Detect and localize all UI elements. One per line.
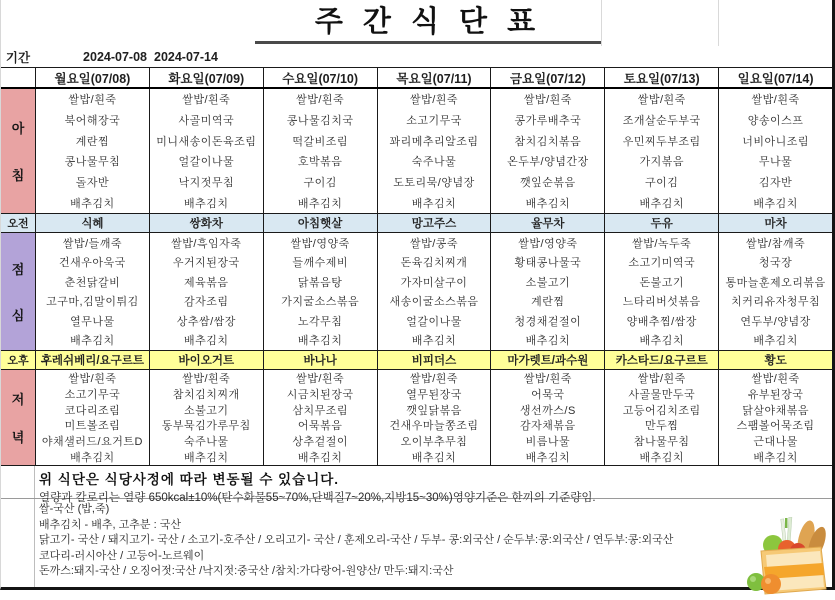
menu-item: 가지굴소스볶음	[281, 296, 360, 309]
afternoon-snack-cell-5: 카스타드/요구르트	[604, 351, 718, 369]
menu-item: 콩가루배추국	[514, 115, 582, 127]
menu-item: 배추김치	[753, 335, 798, 348]
menu-item: 배추김치	[184, 197, 229, 210]
afternoon-snack-cell-1: 바이오거트	[149, 351, 263, 369]
menu-item: 쌀밥/들깨죽	[62, 237, 123, 250]
menu-item: 도토리묵/양념장	[393, 177, 475, 190]
menu-item: 쌀밥/흰죽	[409, 94, 459, 107]
day-header-0: 월요일(07/08)	[35, 68, 149, 87]
title-row	[1, 0, 832, 46]
menu-item: 건새우마늘쫑조림	[389, 420, 479, 433]
menu-item: 낙지젓무침	[178, 177, 235, 190]
lunch-cell-6	[718, 233, 832, 350]
menu-item: 쌀밥/흰죽	[182, 372, 231, 385]
menu-item: 돌자반	[75, 177, 110, 190]
period-label: 기간	[5, 50, 31, 65]
afternoon-snack-cell-3: 비피더스	[377, 351, 491, 369]
afternoon-snack-cell-6: 황도	[718, 351, 832, 369]
menu-item: 쌀밥/흰죽	[523, 372, 572, 385]
dinner-cell-4	[490, 370, 604, 465]
breakfast-cell-6	[718, 89, 832, 213]
menu-item: 가지볶음	[639, 156, 684, 169]
footer-origins-block	[1, 498, 832, 587]
day-header-2: 수요일(07/10)	[263, 68, 377, 87]
row-label-lunch: 점 심	[1, 233, 35, 350]
morning-snack-cell-1: 쌍화차	[149, 214, 263, 232]
menu-item: 쌀밥/흑임자죽	[171, 237, 242, 250]
menu-item: 참나물무침	[633, 436, 690, 449]
menu-item: 얼갈이나물	[406, 315, 462, 328]
gridline	[718, 0, 719, 46]
menu-item: 쌀밥/흰죽	[68, 372, 117, 385]
menu-item: 너비아니조림	[742, 135, 809, 148]
menu-item: 배추김치	[297, 452, 343, 465]
menu-item: 쌀밥/녹두죽	[632, 237, 692, 250]
lunch-cell-1	[149, 233, 263, 350]
row-label-dinner: 저 녁	[1, 370, 35, 465]
notice-content	[35, 466, 832, 504]
menu-item: 배추김치	[184, 452, 229, 465]
footer-notice-block	[1, 466, 832, 504]
menu-item: 삼치무조림	[292, 404, 348, 417]
menu-table	[1, 67, 832, 466]
menu-item: 쌀밥/흰죽	[637, 94, 686, 107]
origin-line-3: 코다리-러시아산 / 고등어-노르웨이	[39, 549, 205, 562]
menu-item: 구이김	[303, 177, 337, 190]
menu-item: 콩나물김치국	[286, 115, 354, 127]
row-lunch	[1, 233, 832, 351]
morning-snack-cell-6: 마차	[718, 214, 832, 232]
menu-item: 새송이굴소스볶음	[389, 296, 479, 309]
menu-item: 생선까스/S	[519, 404, 576, 417]
menu-item: 떡갈비조림	[292, 135, 348, 148]
row-label-breakfast: 아 침	[1, 89, 35, 213]
menu-item: 감자채볶음	[520, 420, 576, 433]
menu-item: 춘천닭갈비	[64, 276, 121, 289]
row-label-afternoon-snack: 오후	[7, 355, 29, 367]
menu-item: 황태콩나물국	[514, 257, 582, 270]
menu-item: 쌀밥/흰죽	[182, 94, 231, 107]
menu-item: 소고기미역국	[628, 257, 696, 270]
afternoon-snack-cell-2: 바나나	[263, 351, 377, 369]
dinner-cell-2	[263, 370, 377, 465]
menu-item: 비름나물	[525, 436, 571, 449]
menu-item: 무나물	[758, 156, 793, 169]
menu-item: 제육볶음	[184, 276, 229, 289]
day-header-5: 토요일(07/13)	[604, 68, 718, 87]
menu-item: 돈불고기	[639, 276, 684, 289]
row-morning-snack	[1, 214, 832, 233]
menu-item: 연두부/양념장	[740, 315, 811, 328]
menu-item: 동부묵김가루무침	[161, 420, 251, 433]
menu-item: 구이김	[645, 177, 679, 190]
menu-item: 소고기무국	[64, 388, 121, 401]
period-start-date: 2024-07-08	[83, 49, 147, 64]
menu-item: 배추김치	[639, 197, 684, 210]
menu-item: 들깨수제비	[292, 257, 348, 270]
period-end-date: 2024-07-14	[154, 49, 218, 64]
menu-item: 배추김치	[297, 197, 343, 210]
menu-item: 쌀밥/흰죽	[751, 372, 800, 385]
menu-item: 쌀밥/흰죽	[523, 94, 572, 107]
menu-item: 숙주나물	[411, 156, 457, 169]
menu-item: 배추김치	[753, 197, 798, 210]
menu-item: 쌀밥/흰죽	[409, 372, 459, 385]
menu-item: 고등어김치조림	[622, 404, 701, 417]
menu-item: 배추김치	[525, 452, 571, 465]
menu-item: 배추김치	[70, 452, 115, 465]
menu-item: 조개살순두부국	[622, 115, 701, 127]
dinner-cell-0	[35, 370, 149, 465]
menu-item: 계란찜	[531, 296, 565, 309]
dinner-cell-5	[604, 370, 718, 465]
menu-item: 배추김치	[297, 335, 343, 348]
menu-item: 가자미살구이	[400, 276, 468, 289]
menu-item: 소불고기	[184, 404, 229, 417]
lunch-cell-0	[35, 233, 149, 350]
breakfast-cell-3	[377, 89, 491, 213]
menu-item: 숙주나물	[184, 436, 229, 449]
dinner-cell-1	[149, 370, 263, 465]
menu-item: 배추김치	[639, 452, 684, 465]
lunch-cell-5	[604, 233, 718, 350]
corner-cell	[1, 68, 35, 87]
day-header-6: 일요일(07/14)	[718, 68, 832, 87]
menu-item: 오이부추무침	[400, 436, 468, 449]
menu-item: 참치김치볶음	[514, 135, 582, 148]
menu-item: 양배추찜/쌈장	[626, 315, 697, 328]
page-title: 주 간 식 단 표	[255, 2, 601, 44]
menu-item: 쌀밥/흰죽	[68, 94, 117, 107]
menu-item: 배추김치	[525, 197, 571, 210]
left-strip	[1, 499, 35, 587]
breakfast-cell-2	[263, 89, 377, 213]
row-afternoon-snack	[1, 351, 832, 370]
menu-item: 치커리유자청무침	[731, 296, 821, 309]
afternoon-snack-cell-4: 마가렛트/과수원	[490, 351, 604, 369]
breakfast-cell-0	[35, 89, 149, 213]
menu-item: 근대나물	[753, 436, 798, 449]
menu-item: 북어해장국	[64, 115, 121, 127]
menu-item: 야채샐러드/요거트D	[41, 436, 143, 449]
menu-item: 쌀밥/흰죽	[637, 372, 686, 385]
lunch-cell-4	[490, 233, 604, 350]
day-header-4: 금요일(07/12)	[490, 68, 604, 87]
menu-item: 코다리조림	[64, 404, 121, 417]
dinner-cell-6	[718, 370, 832, 465]
menu-item: 닭살야채볶음	[742, 404, 809, 417]
menu-item: 배추김치	[70, 335, 115, 348]
menu-item: 쌀밥/콩죽	[409, 237, 459, 250]
origins-content	[35, 499, 832, 587]
morning-snack-cell-5: 두유	[604, 214, 718, 232]
row-breakfast	[1, 89, 832, 214]
menu-item: 양송이스프	[747, 115, 804, 127]
menu-item: 미니새송이돈육조림	[156, 135, 257, 148]
menu-item: 배추김치	[411, 452, 457, 465]
menu-item: 만두찜	[645, 420, 679, 433]
menu-item: 고구마,김말이튀김	[46, 296, 139, 309]
menu-item: 우거지된장국	[172, 257, 240, 270]
menu-item: 배추김치	[70, 197, 115, 210]
origin-line-2: 닭고기- 국산 / 돼지고기- 국산 / 소고기-호주산 / 오리고기- 국산 / 훈제오리-국산 / 두부- 콩:외국산 / 순두부:콩:외국산 / 연두부:콩:외국산	[39, 534, 674, 546]
breakfast-cell-1	[149, 89, 263, 213]
breakfast-cell-5	[604, 89, 718, 213]
morning-snack-cell-2: 아침햇살	[263, 214, 377, 232]
afternoon-snack-cell-0: 후레쉬베리/요구르트	[35, 351, 149, 369]
day-header-1: 화요일(07/09)	[149, 68, 263, 87]
menu-item: 콩나물무침	[64, 156, 121, 169]
menu-item: 배추김치	[753, 452, 798, 465]
menu-change-notice: 위 식단은 식당사정에 따라 변동될 수 있습니다.	[39, 472, 340, 487]
menu-item: 호박볶음	[297, 156, 343, 169]
period-row	[1, 46, 832, 67]
menu-item: 쌀밥/흰죽	[296, 372, 345, 385]
menu-item: 쌀밥/영양죽	[518, 237, 578, 250]
menu-item: 느타리버섯볶음	[622, 296, 701, 309]
menu-item: 돈육김치찌개	[400, 257, 468, 270]
origin-line-0: 쌀-국산 (밥,죽)	[39, 503, 110, 515]
menu-item: 깻잎순볶음	[520, 177, 576, 190]
menu-item: 소불고기	[525, 276, 571, 289]
menu-item: 청국장	[758, 257, 793, 270]
menu-item: 감자조림	[184, 296, 229, 309]
menu-item: 꽈리메추리알조림	[389, 135, 479, 148]
menu-item: 계란찜	[75, 135, 110, 148]
menu-item: 건새우아욱국	[59, 257, 126, 270]
morning-snack-cell-3: 망고주스	[377, 214, 491, 232]
menu-item: 쌀밥/흰죽	[751, 94, 800, 107]
menu-item: 스팸볼어묵조림	[736, 420, 815, 433]
menu-item: 김자반	[758, 177, 793, 190]
nutrition-info: 열량과 칼로리는 열량 650kcal±10%(탄수화물55~70%,단백질7~20%,지방15~30%)영양기준은 한끼의 기준량임.	[39, 492, 596, 504]
lunch-cell-2	[263, 233, 377, 350]
menu-item: 온두부/양념간장	[507, 156, 589, 169]
menu-item: 쌀밥/흰죽	[296, 94, 345, 107]
menu-item: 청경채겉절이	[514, 315, 582, 328]
menu-item: 열무된장국	[406, 388, 462, 401]
menu-item: 시금치된장국	[286, 388, 354, 401]
menu-item: 어묵볶음	[297, 420, 343, 433]
origin-line-1: 배추김치 - 배추, 고추분 : 국산	[39, 518, 181, 531]
menu-item: 닭볶음탕	[297, 276, 343, 289]
menu-item: 배추김치	[639, 335, 684, 348]
grocery-bag-icon	[742, 517, 832, 595]
lunch-cell-3	[377, 233, 491, 350]
menu-item: 얼갈이나물	[178, 156, 235, 169]
menu-item: 통마늘훈제오리볶음	[725, 276, 826, 289]
menu-item: 쌀밥/영양죽	[290, 237, 350, 250]
menu-item: 우민찌두부조림	[622, 135, 701, 148]
menu-item: 사골물만두국	[628, 388, 696, 401]
origin-line-4: 돈까스:돼지-국산 / 오징어젓:국산 /낙지젓:중국산 /참치:가다랑어-원양산/ 만두:돼지:국산	[39, 565, 454, 577]
day-header-row	[1, 67, 832, 89]
day-header-3: 목요일(07/11)	[377, 68, 491, 87]
left-strip	[1, 466, 35, 498]
row-dinner	[1, 370, 832, 466]
menu-item: 배추김치	[184, 335, 229, 348]
row-label-morning-snack: 오전	[7, 218, 29, 230]
menu-item: 소고기무국	[406, 115, 462, 127]
morning-snack-cell-0: 식혜	[35, 214, 149, 232]
menu-item: 쌀밥/참깨죽	[745, 237, 806, 250]
menu-item: 배추김치	[525, 335, 571, 348]
menu-item: 깻잎닭볶음	[406, 404, 462, 417]
menu-item: 열무나물	[70, 315, 115, 328]
menu-item: 참치김치찌개	[172, 388, 240, 401]
menu-item: 어묵국	[531, 388, 565, 401]
menu-item: 배추김치	[411, 197, 457, 210]
menu-item: 사골미역국	[178, 115, 235, 127]
menu-item: 상추겉절이	[292, 436, 348, 449]
dinner-cell-3	[377, 370, 491, 465]
gridline	[601, 0, 602, 46]
breakfast-cell-4	[490, 89, 604, 213]
menu-item: 노각무침	[297, 315, 343, 328]
menu-item: 배추김치	[411, 335, 457, 348]
menu-item: 미트볼조림	[64, 420, 121, 433]
morning-snack-cell-4: 율무차	[490, 214, 604, 232]
menu-item: 유부된장국	[747, 388, 804, 401]
menu-item: 상추쌈/쌈장	[176, 315, 236, 328]
